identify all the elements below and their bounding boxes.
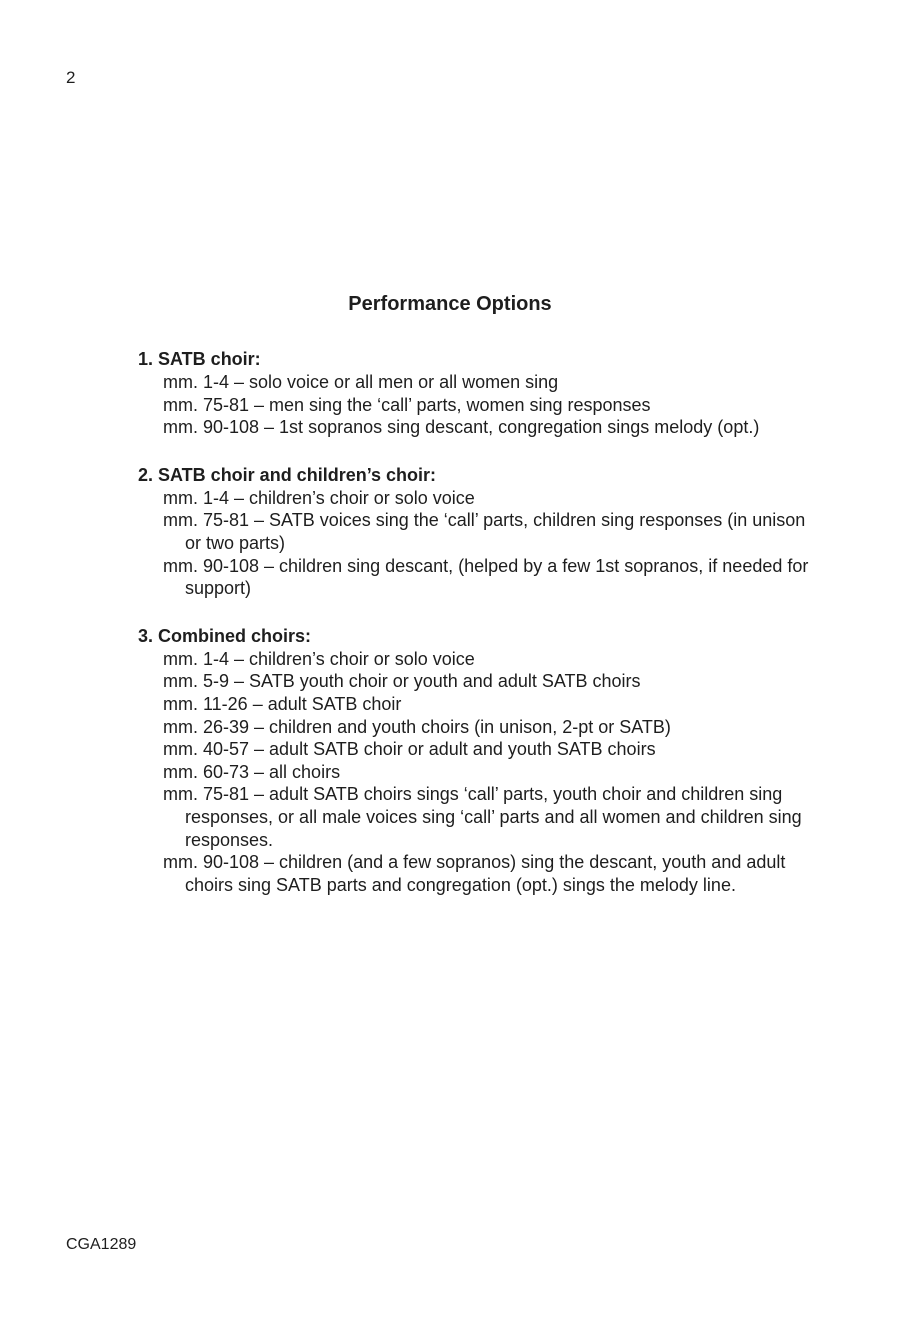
section-satb-and-childrens-choir bbox=[138, 464, 818, 600]
measure-entry: mm. 1-4 – solo voice or all men or all women sing bbox=[163, 372, 559, 392]
section-satb-choir bbox=[138, 348, 818, 439]
performance-options-list bbox=[138, 348, 818, 921]
measure-entry: mm. 1-4 – children’s choir or solo voice bbox=[163, 487, 475, 508]
measure-entry: mm. 1-4 – children’s choir or solo voice bbox=[163, 648, 475, 669]
measure-entry: mm. 60-73 – all choirs bbox=[163, 761, 341, 782]
section-heading: 3. Combined choirs: bbox=[138, 625, 312, 646]
measure-entry: mm. 90-108 – 1st sopranos sing descant, congregation sings melody (opt.) bbox=[163, 417, 760, 438]
page-title: Performance Options bbox=[348, 293, 552, 315]
measure-entry: mm. 40-57 – adult SATB choir or adult and youth SATB choirs bbox=[163, 739, 656, 760]
page-number: 2 bbox=[66, 68, 76, 87]
section-combined-choirs bbox=[138, 625, 818, 897]
catalog-code: CGA1289 bbox=[66, 1236, 137, 1253]
measure-entry: mm. 75-81 – men sing the ‘call’ parts, women sing responses bbox=[163, 394, 651, 415]
measure-entry: mm. 26-39 – children and youth choirs (in unison, 2-pt or SATB) bbox=[163, 716, 671, 737]
measure-entry: mm. 75-81 – SATB voices sing the ‘call’ parts, children sing responses (in unison or two parts) bbox=[163, 510, 806, 553]
section-heading: 1. SATB choir: bbox=[138, 349, 261, 369]
section-heading: 2. SATB choir and children’s choir: bbox=[138, 464, 437, 485]
measure-entry: mm. 75-81 – adult SATB choirs sings ‘call’ parts, youth choir and children sing responses, or all male voices sing ‘call’ parts and all women and children sing responses. bbox=[163, 784, 802, 850]
measure-entry: mm. 11-26 – adult SATB choir bbox=[163, 693, 402, 714]
measure-entry: mm. 90-108 – children sing descant, (helped by a few 1st sopranos, if needed for support) bbox=[163, 555, 809, 599]
measure-entry: mm. 90-108 – children (and a few sopranos) sing the descant, youth and adult choirs sing SATB parts and congregation (opt.) sings the melody line. bbox=[163, 852, 786, 895]
measure-entry: mm. 5-9 – SATB youth choir or youth and adult SATB choirs bbox=[163, 671, 641, 692]
